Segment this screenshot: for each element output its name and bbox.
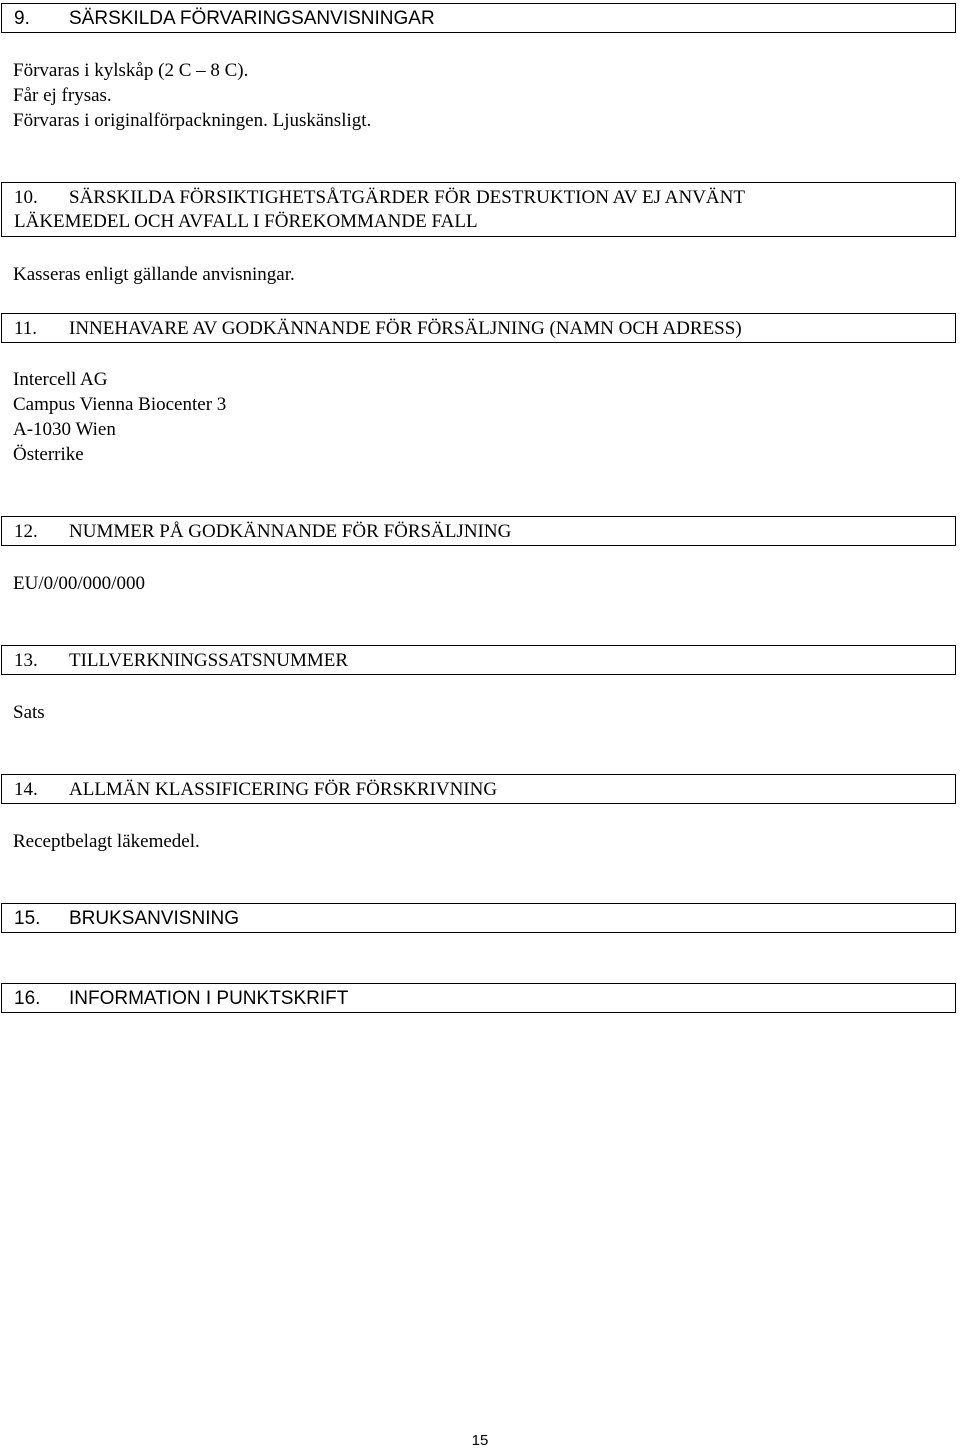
section-16-heading (1, 983, 956, 1013)
section-10-body (13, 262, 295, 287)
body-line: Sats (13, 702, 45, 723)
body-line: Förvaras i kylskåp (2 C – 8 C). (13, 60, 249, 81)
page-number: 15 (471, 1432, 489, 1449)
body-line: Campus Vienna Biocenter 3 (13, 394, 227, 415)
section-number: 16. (14, 988, 41, 1009)
section-number: 15. (14, 908, 41, 929)
section-title: BRUKSANVISNING (69, 908, 239, 929)
section-13-body (13, 700, 45, 725)
section-heading-line (14, 520, 955, 544)
section-11-body (13, 367, 226, 467)
section-number: 10. (14, 187, 38, 208)
section-title: SÄRSKILDA FÖRSIKTIGHETSÅTGÄRDER FÖR DESTRUKTION AV EJ ANVÄNT (69, 187, 745, 208)
section-title: NUMMER PÅ GODKÄNNANDE FÖR FÖRSÄLJNING (69, 521, 512, 542)
section-heading-line (14, 317, 955, 341)
section-12-body (13, 571, 145, 596)
body-line: EU/0/00/000/000 (13, 573, 145, 594)
section-title: ALLMÄN KLASSIFICERING FÖR FÖRSKRIVNING (69, 779, 498, 800)
body-line: Intercell AG (13, 369, 108, 390)
section-10-heading (1, 182, 956, 237)
section-12-heading (1, 516, 956, 546)
section-title-continuation: LÄKEMEDEL OCH AVFALL I FÖREKOMMANDE FALL (14, 211, 478, 232)
section-title: TILLVERKNINGSSATSNUMMER (69, 650, 349, 671)
body-line: Förvaras i originalförpackningen. Ljuskänsligt. (13, 110, 372, 131)
body-line: Receptbelagt läkemedel. (13, 831, 200, 852)
section-heading-line (14, 7, 955, 31)
section-title: INFORMATION I PUNKTSKRIFT (69, 988, 349, 1009)
body-line: Österrike (13, 444, 84, 465)
section-9-heading (1, 3, 956, 33)
section-13-heading (1, 645, 956, 675)
section-15-heading (1, 903, 956, 933)
section-11-heading (1, 313, 956, 343)
section-number: 11. (14, 318, 38, 339)
section-number: 9. (14, 8, 30, 29)
section-number: 13. (14, 650, 38, 671)
body-line: Får ej frysas. (13, 85, 112, 106)
section-heading-line (14, 649, 955, 673)
section-number: 12. (14, 521, 38, 542)
section-heading-line (14, 186, 955, 210)
section-heading-line (14, 778, 955, 802)
section-number: 14. (14, 779, 38, 800)
section-14-heading (1, 774, 956, 804)
section-heading-line (14, 907, 955, 931)
section-9-body (13, 58, 371, 133)
section-14-body (13, 829, 200, 854)
body-line: A-1030 Wien (13, 419, 116, 440)
section-title: SÄRSKILDA FÖRVARINGSANVISNINGAR (69, 8, 435, 29)
section-title: INNEHAVARE AV GODKÄNNANDE FÖR FÖRSÄLJNING (NAMN OCH ADRESS) (69, 318, 742, 339)
body-line: Kasseras enligt gällande anvisningar. (13, 264, 295, 285)
section-heading-line (14, 987, 955, 1011)
